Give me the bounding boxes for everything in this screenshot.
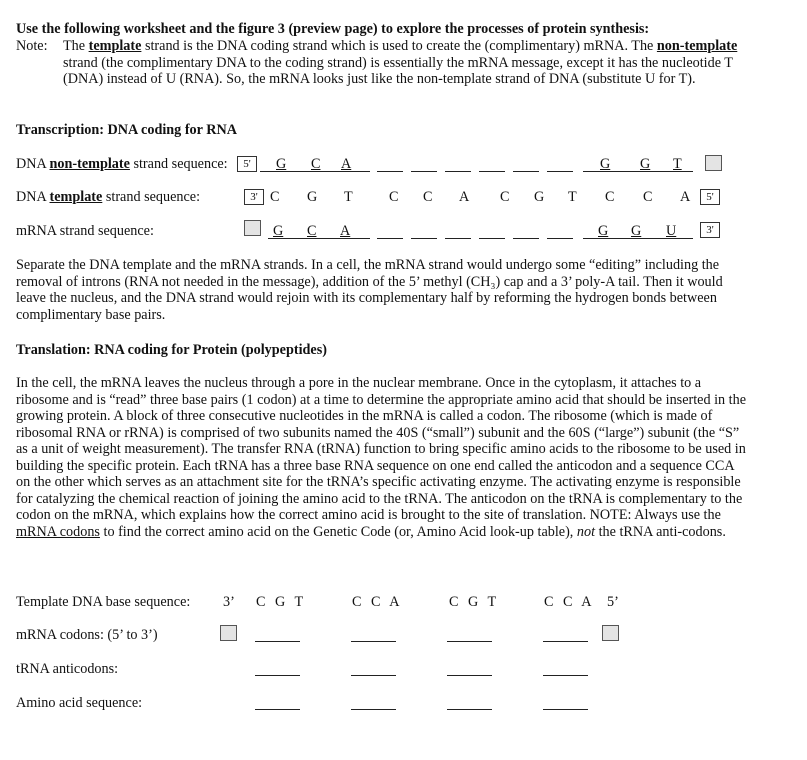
answer-blank[interactable] xyxy=(447,675,492,676)
template-nucleotide: T xyxy=(568,189,577,205)
answer-blank[interactable] xyxy=(445,238,471,239)
mrna-nucleotide: C xyxy=(307,223,317,239)
answer-blank[interactable] xyxy=(351,675,396,676)
answer-blank[interactable] xyxy=(351,641,396,642)
note-label: Note: xyxy=(16,38,48,54)
answer-blank[interactable] xyxy=(260,171,370,172)
template-nucleotide: C xyxy=(643,189,653,205)
answer-blank[interactable] xyxy=(255,709,300,710)
answer-blank[interactable] xyxy=(445,171,471,172)
template-nucleotide: G xyxy=(307,189,318,205)
worksheet-title: Use the following worksheet and the figure 3 (preview page) to explore the processes of protein synthesis: xyxy=(16,21,650,37)
nontemplate-nucleotide: T xyxy=(673,156,682,172)
dna-codon: C G T xyxy=(449,594,500,610)
mrna-codons-label: mRNA codons: (5’ to 3’) xyxy=(16,627,158,643)
dna-codon: C C A xyxy=(352,594,403,610)
nontemplate-nucleotide: G xyxy=(276,156,287,172)
mrna-codons-term: mRNA codons xyxy=(16,523,100,540)
checkbox[interactable] xyxy=(705,155,722,171)
answer-blank[interactable] xyxy=(351,709,396,710)
answer-blank[interactable] xyxy=(255,675,300,676)
separate-strands-paragraph: Separate the DNA template and the mRNA strands. In a cell, the mRNA strand would undergo some “editing” including the removal of introns (RNA not needed in the message), addition of the 5’ methyl (CH₃) cap and a 3’ poly-A tail. Then it would leave the nucleus, and the DNA strand would rejoin with its complementary half by reforming the hydrogen bonds between complimentary base pairs. xyxy=(16,257,723,323)
dna-codon: C C A xyxy=(544,594,595,610)
checkbox[interactable] xyxy=(220,625,237,641)
nontemplate-nucleotide: C xyxy=(311,156,321,172)
translation-paragraph: In the cell, the mRNA leaves the nucleus through a pore in the nuclear membrane. Once in the cytoplasm, it attaches to a ribosome and is “read” three base pairs (1 codon) at a time to determine the appropriate amino acid that should be inserted in the growing protein. A block of three consecutive nucleotides in the mRNA is called a codon. The ribosome (which is made of ribosomal RNA or rRNA) is comprised of two subunits named the 40S (“small”) subunit and the 60S (“large”) subunit (the “S” as a unit of weight measurement). The transfer RNA (tRNA) function to bring specific amino acids to the ribosome to be used in building the specific protein. Each tRNA has a three base RNA sequence on one end called the anticodon and a sequence CCA on the other which serves as an attachment site for the tRNA’s specific activating enzyme. The activating enzyme is responsible for catalyzing the chemical reaction of joining the amino acid to the tRNA. The anticodon on the tRNA is complementary to the codon on the mRNA, which explains how the correct amino acid is brought to the site of translation. NOTE: Always use the mRNA codons to find the correct amino acid on the Genetic Code (or, Amino Acid look-up table), not the tRNA anti-codons. xyxy=(16,375,747,540)
dna-codon: C G T xyxy=(256,594,307,610)
template-nucleotide: C xyxy=(389,189,399,205)
answer-blank[interactable] xyxy=(479,171,505,172)
mrna-nucleotide: U xyxy=(666,223,677,239)
nontemplate-nucleotide: G xyxy=(600,156,611,172)
answer-blank[interactable] xyxy=(255,641,300,642)
answer-blank[interactable] xyxy=(377,238,403,239)
answer-blank[interactable] xyxy=(513,171,539,172)
nontemplate-nucleotide: G xyxy=(640,156,651,172)
answer-blank[interactable] xyxy=(543,675,588,676)
template-nucleotide: A xyxy=(680,189,691,205)
checkbox[interactable] xyxy=(244,220,261,236)
amino-acid-sequence-label: Amino acid sequence: xyxy=(16,695,143,711)
template-nucleotide: G xyxy=(534,189,545,205)
template-nucleotide: C xyxy=(500,189,510,205)
template-nucleotide: C xyxy=(270,189,280,205)
answer-blank[interactable] xyxy=(411,238,437,239)
template-nucleotide: C xyxy=(423,189,433,205)
mrna-nucleotide: A xyxy=(340,223,351,239)
answer-blank[interactable] xyxy=(547,238,573,239)
five-prime-label: 5' xyxy=(700,189,720,205)
mrna-strand-label: mRNA strand sequence: xyxy=(16,223,154,239)
template-term: template xyxy=(88,38,142,54)
nontemplate-term: non-template xyxy=(656,38,738,54)
answer-blank[interactable] xyxy=(268,238,370,239)
template-nucleotide: C xyxy=(605,189,615,205)
nontemplate-nucleotide: A xyxy=(341,156,352,172)
answer-blank[interactable] xyxy=(543,641,588,642)
template-nucleotide: T xyxy=(344,189,353,205)
template-strand-label: DNA template strand sequence: xyxy=(16,189,201,205)
note-paragraph: The template strand is the DNA coding strand which is used to create the (complimentary) mRNA. The non-template strand (the complimentary DNA to the coding strand) is essentially the mRNA message, except it has the nucleotide T (DNA) instead of U (RNA). So, the mRNA looks just like the non-template strand of DNA (substitute U for T). xyxy=(63,38,738,87)
three-prime-label: 3' xyxy=(700,222,720,238)
mrna-nucleotide: G xyxy=(598,223,609,239)
transcription-heading: Transcription: DNA coding for RNA xyxy=(16,122,237,138)
answer-blank[interactable] xyxy=(447,641,492,642)
three-prime-label: 3’ xyxy=(223,594,235,610)
translation-heading: Translation: RNA coding for Protein (polypeptides) xyxy=(16,342,327,358)
answer-blank[interactable] xyxy=(513,238,539,239)
mrna-nucleotide: G xyxy=(273,223,284,239)
checkbox[interactable] xyxy=(602,625,619,641)
template-dna-label: Template DNA base sequence: xyxy=(16,594,191,610)
trna-anticodons-label: tRNA anticodons: xyxy=(16,661,119,677)
three-prime-label: 3' xyxy=(244,189,264,205)
answer-blank[interactable] xyxy=(377,171,403,172)
answer-blank[interactable] xyxy=(447,709,492,710)
mrna-nucleotide: G xyxy=(631,223,642,239)
answer-blank[interactable] xyxy=(543,709,588,710)
five-prime-label: 5’ xyxy=(607,594,619,610)
five-prime-label: 5' xyxy=(237,156,257,172)
answer-blank[interactable] xyxy=(547,171,573,172)
answer-blank[interactable] xyxy=(479,238,505,239)
answer-blank[interactable] xyxy=(411,171,437,172)
nontemplate-strand-label: DNA non-template strand sequence: xyxy=(16,156,228,172)
template-nucleotide: A xyxy=(459,189,470,205)
